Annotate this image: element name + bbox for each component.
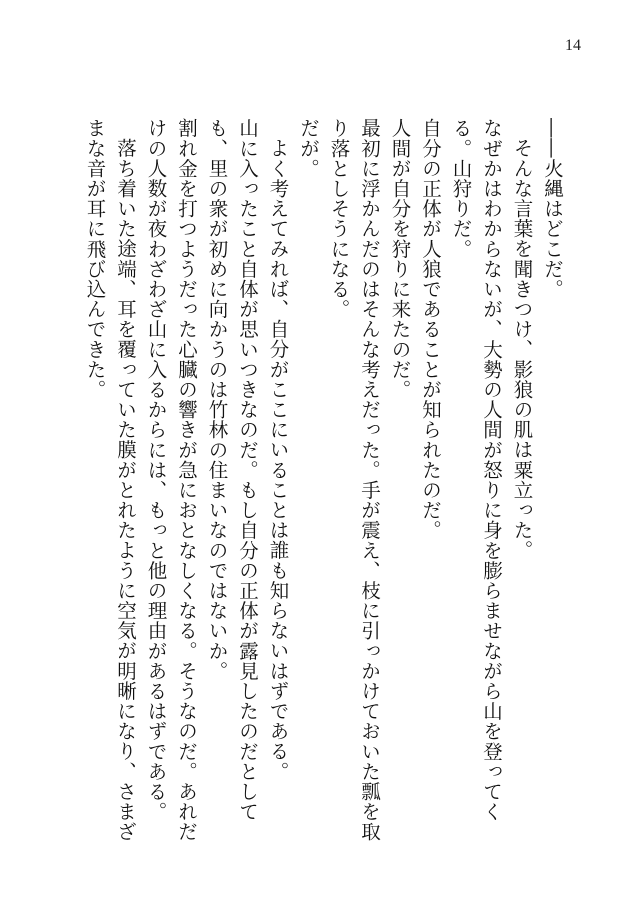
page-number: 14 [565,37,581,54]
paragraph: 山に入ったこと自体が思いつきなのだ。もし自分の正体が露見したのだとしても、里の衆が初めに向かうのは竹林の住まいなのではないか。 [205,118,259,822]
paragraph: そんな言葉を聞きつけ、影狼の肌は粟立った。 [510,137,534,560]
paragraph: 落ち着いた途端、耳を覆っていた膜がとれたように空気が明晰になり、さまざまな音が耳に飛び込んできた。 [83,118,137,841]
paragraph: 最初に浮かんだのはそんな考えだった。手が震え、枝に引っかけておいた瓢を取り落としそうになる。 [327,118,381,842]
paragraph: 割れ金を打つようだった心臓の響きが急におとなしくなる。そうなのだ。あれだけの人数が夜わざわざ山に入るからには、もっと他の理由があるはずである。 [144,118,198,842]
paragraph-dash-line: ――火縄はどこだ。 [541,118,564,299]
paragraph: 人間が自分を狩りに来たのだ。 [388,118,412,400]
paragraph: だが。 [297,118,320,179]
vertical-body-text [83,118,567,858]
paragraph: 自分の正体が人狼であることが知られたのだ。 [419,118,442,541]
paragraph: よく考えてみれば、自分がここにいることは誰も知らないはずである。 [266,137,290,781]
paragraph: なぜかはわからないが、大勢の人間が怒りに身を膨らませながら山を登ってくる。山狩りだ。 [449,118,503,822]
